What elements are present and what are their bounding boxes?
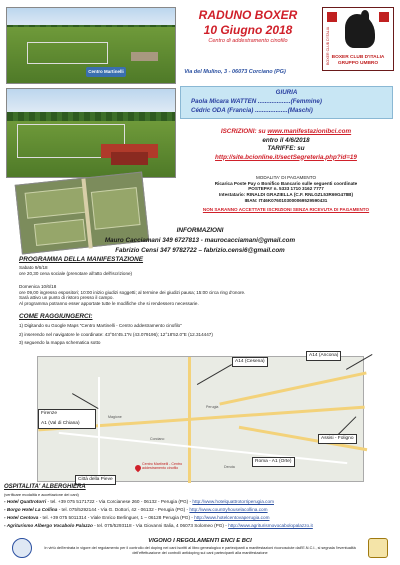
footer-text: In virtù dell'entrata in vigore del regolamento per il controllo del doping nei cani iscritti al libro genealogico e partecipanti a manifestazioni riconosciute dall'E.N.C.I., si segnala l'eventualità dell'effettuazione dei controlli antidoping sui cani partecipanti alla manifestazione bbox=[44, 546, 356, 555]
crest-cross-right bbox=[379, 12, 389, 22]
event-address: Via del Mulino, 3 - 06073 Corciano (PG) bbox=[184, 69, 286, 75]
registration-label: ISCRIZIONI: su bbox=[220, 128, 266, 135]
callout-assisi: Assisi - Foligno bbox=[318, 434, 357, 444]
arrow-firenze bbox=[72, 393, 98, 409]
fees-link[interactable]: http://site.bcionline.it/sectSegreteria.php?id=19 bbox=[215, 153, 357, 161]
payment-heading: MODALITA' DI PAGAMENTO bbox=[255, 175, 317, 180]
hotel-item bbox=[4, 507, 268, 512]
schematic-map bbox=[37, 353, 364, 482]
payment-postepay: POSTEPAY n. 5333 1710 3162 7777 bbox=[248, 186, 324, 192]
hotel-item bbox=[4, 499, 274, 504]
event-subtitle: Centro di addestramento cinofilo bbox=[208, 38, 288, 44]
arrow-assisi bbox=[338, 416, 356, 434]
hotel-link[interactable]: http://www.agriturismovocabolopalazzo.it bbox=[228, 523, 313, 528]
callout-a14-cesena: A14 (Cesena) bbox=[232, 357, 268, 367]
judges-heading: GIURIA bbox=[275, 89, 298, 96]
footer-heading: VIGONO I REGOLAMENTI ENCI E BCI bbox=[148, 538, 252, 544]
saturday-date: Sabato 9/6/18 bbox=[19, 265, 48, 270]
fees-label: TARIFFE: su bbox=[267, 145, 305, 152]
arrow-cesena bbox=[197, 364, 232, 385]
directions-step-1: 1) Digitando su Google Maps "Centro Martinelli - Centro addestramento cinofilo" bbox=[19, 323, 182, 328]
map-pin-icon bbox=[134, 464, 142, 472]
judges-box bbox=[180, 86, 393, 119]
map-pin-label: Centro Martinelli - Centro addestramento cinofilo bbox=[142, 462, 183, 470]
callout-citta-della-pieve: Città della Pieve bbox=[75, 475, 116, 485]
programme-sunday bbox=[19, 284, 389, 306]
hospitality-note: (verificare modalità e accettazione dei cani) bbox=[4, 492, 79, 497]
hotel-item bbox=[4, 523, 313, 528]
directions-step-2: 2) inserendo nel navigatore le coordinate: 43°04'45.1"N (43.079196); 12°18'52.0"E (12.314447) bbox=[19, 331, 213, 337]
directions-heading: COME RAGGIUNGERCI: bbox=[19, 313, 93, 320]
sunday-text-2: Sarà attivo un punto di ristoro presso il campo. bbox=[19, 295, 114, 301]
hospitality-heading: OSPITALITA' ALBERGHIERA bbox=[4, 484, 86, 490]
payment-warning: NON SARANNO ACCETTATE ISCRIZIONI SENZA RICEVUTA DI PAGAMENTO bbox=[202, 206, 370, 212]
callout-a14-ancona: A14 (Ancona) bbox=[306, 351, 341, 361]
hotel-name: - Hotel Quattrotorri bbox=[4, 499, 47, 504]
judge-female: Paola Micara WATTEN ...................(Femmine) bbox=[191, 98, 322, 105]
boxer-dog-icon bbox=[345, 14, 375, 48]
callout-firenze: Firenze A1 (Val di Chiana) bbox=[38, 409, 96, 429]
sunday-text-1: ore 09,00 ingresso espositori; 10:00 inizio giudizi soggetti; al termine dei giudizi pausa; 15:00 circa ring d'onore. bbox=[19, 289, 246, 295]
crest-side-text: BOXER CLUB D'ITALIA bbox=[326, 26, 330, 66]
centro-martinelli-badge: Centro Martinelli bbox=[86, 67, 126, 77]
photo-field-panorama bbox=[6, 88, 176, 178]
town-magione: Magione bbox=[108, 415, 122, 419]
contact-mauro: Mauro Cacciamani 349 6727813 - maurocacciamani@gmail.com bbox=[104, 237, 296, 244]
contact-fabrizio: Fabrizio Censi 347 9782722 – fabrizio.censi6@gmail.com bbox=[115, 247, 285, 254]
hotel-details: - tel. +39 075 5011314 - Viale Enrico Berlinguer, 1 – 06128 Perugia (PG) - bbox=[38, 515, 195, 520]
boxer-club-crest bbox=[322, 7, 394, 71]
directions-steps bbox=[19, 323, 389, 346]
payment-iban: IBAN: IT46K0760103000069529590431 bbox=[244, 197, 328, 203]
hotel-item bbox=[4, 515, 269, 520]
hotel-details: - tel. +39 075 5171722 - Via Corcianese 260 - 06132 - Perugia (PG) - bbox=[46, 499, 193, 504]
crest-text: BOXER CLUB D'ITALIA GRUPPO UMBRO bbox=[331, 55, 385, 66]
town-perugia: Perugia bbox=[206, 405, 219, 409]
sunday-text-3: Al programma potranno esser apportate tutte le modifiche che si rendessero necessarie. bbox=[19, 300, 199, 306]
registration-link[interactable]: www.manifestazionibci.com bbox=[267, 128, 352, 135]
hotel-name: - Borgo Hotel La Collina bbox=[4, 507, 58, 512]
registration-block bbox=[176, 128, 396, 162]
town-deruta: Deruta bbox=[224, 465, 235, 469]
arrow-ancona bbox=[346, 354, 372, 370]
hotel-details: - tel. 075/5293118 - Via Giovanni Italia, 4 06073 Solomeo (PG) - bbox=[92, 523, 229, 528]
directions-step-3: 3) seguendo la mappa schematica sotto bbox=[19, 340, 101, 346]
town-corciano: Corciano bbox=[150, 437, 165, 441]
hotel-name: - Hotel Centova bbox=[4, 515, 39, 520]
event-title: RADUNO BOXER 10 Giugno 2018 bbox=[198, 8, 298, 37]
info-heading: INFORMAZIONI bbox=[176, 227, 224, 234]
saturday-text: ore 20,30 cena sociale (prenotare all'atto dell'iscrizione) bbox=[19, 270, 133, 276]
hotel-name: - Agriturismo Albergo Vocabolo Palazzo bbox=[4, 523, 93, 528]
crest-cross-left bbox=[327, 12, 337, 22]
registration-deadline: entro il 4/6/2018 bbox=[262, 136, 310, 144]
sunday-date: Domenica 10/6/18 bbox=[19, 284, 57, 289]
hotel-link[interactable]: http://www.countryhouselacollina.com bbox=[189, 507, 268, 512]
payment-holder: Intestatario: RINALDI GRAZIELLA (C.F. RNLGZL53R69G478B) bbox=[218, 192, 354, 198]
programme-saturday bbox=[19, 265, 389, 276]
hotel-link[interactable]: http://www.hotelcentovaperugia.com bbox=[194, 515, 270, 520]
judge-male: Cédric ODA (Francia) ...................(Maschi) bbox=[191, 107, 313, 114]
payment-block bbox=[176, 175, 396, 212]
callout-roma: Roma - A1 (Orte) bbox=[252, 457, 295, 467]
payment-line1: Ricarica Poste Pay o Bonifico Bancario sulle seguenti coordinate bbox=[214, 180, 358, 186]
hotel-link[interactable]: http://www.hotelquattrotorriperugia.com bbox=[192, 499, 274, 504]
hotel-details: - tel. 075/5292144 - Via G. Dottori, 42 - 06132 - Perugia (PG) - bbox=[57, 507, 190, 512]
programme-heading: PROGRAMMA DELLA MANIFESTAZIONE bbox=[19, 256, 144, 263]
